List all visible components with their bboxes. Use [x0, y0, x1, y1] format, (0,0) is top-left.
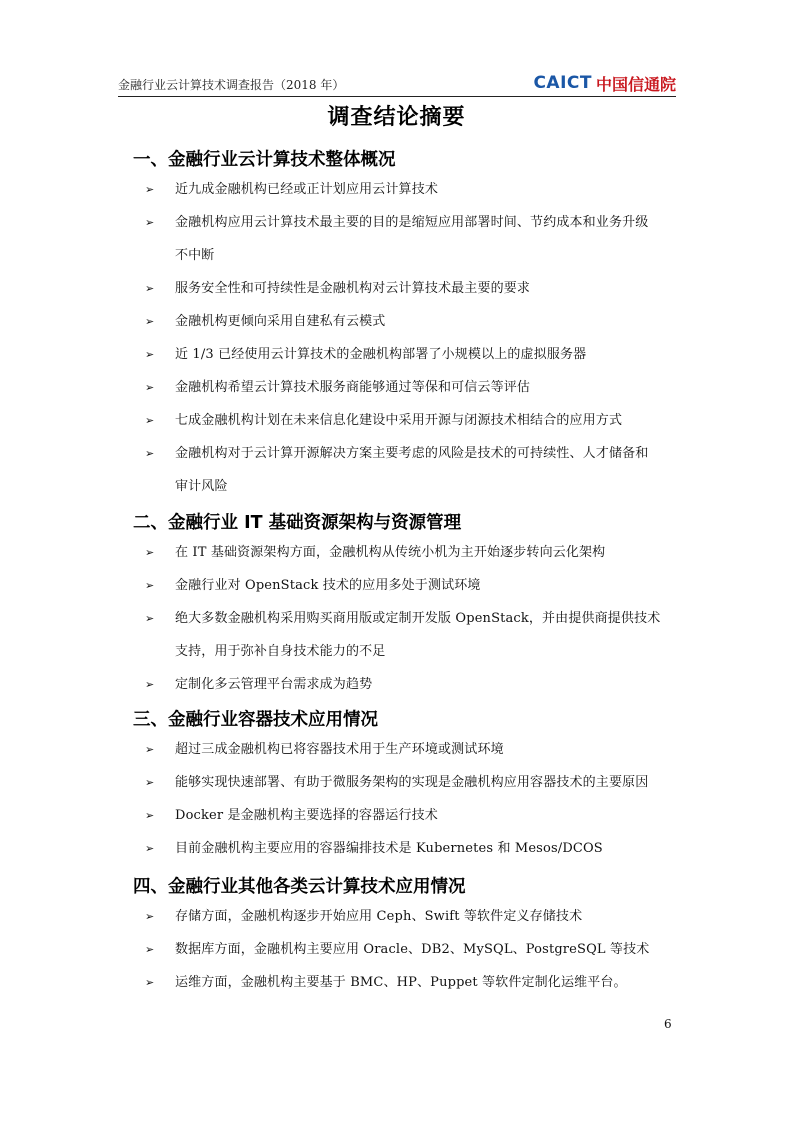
bullet-arrow-icon: ➢ [145, 910, 155, 923]
bullet-text: 金融机构应用云计算技术最主要的目的是缩短应用部署时间、节约成本和业务升级 [175, 215, 649, 230]
bullet-text: 存储方面，金融机构逐步开始应用 Ceph、Swift 等软件定义存储技术 [175, 909, 583, 924]
bullet-text: 近九成金融机构已经或正计划应用云计算技术 [175, 182, 439, 197]
bullet-item [145, 305, 685, 338]
bullet-item [145, 733, 685, 766]
bullet-arrow-icon: ➢ [145, 612, 155, 625]
bullet-text: 能够实现快速部署、有助于微服务架构的实现是金融机构应用容器技术的主要原因 [175, 775, 649, 790]
page-number: 6 [664, 1017, 672, 1031]
bullet-item [145, 536, 685, 569]
bullet-text: 数据库方面，金融机构主要应用 Oracle、DB2、MySQL、PostgreSQL 等技术 [175, 942, 650, 957]
bullet-arrow-icon: ➢ [145, 943, 155, 956]
bullet-text: 金融行业对 OpenStack 技术的应用多处于测试环境 [175, 578, 481, 593]
logo-caict-text: CAICT [533, 73, 592, 93]
bullet-item [145, 371, 685, 404]
bullet-text: Docker 是金融机构主要选择的容器运行技术 [175, 808, 438, 823]
bullet-item [145, 900, 685, 933]
bullet-item [145, 173, 685, 206]
bullet-text: 金融机构希望云计算技术服务商能够通过等保和可信云等评估 [175, 380, 531, 395]
bullet-item [145, 338, 685, 371]
bullet-arrow-icon: ➢ [145, 743, 155, 756]
bullet-item [145, 404, 685, 437]
bullet-item [145, 206, 685, 272]
bullet-text: 目前金融机构主要应用的容器编排技术是 Kubernetes 和 Mesos/DCOS [175, 841, 603, 856]
bullet-arrow-icon: ➢ [145, 414, 155, 427]
bullet-arrow-icon: ➢ [145, 282, 155, 295]
bullet-text: 近 1/3 已经使用云计算技术的金融机构部署了小规模以上的虚拟服务器 [175, 347, 587, 362]
bullet-text: 金融机构更倾向采用自建私有云模式 [175, 314, 386, 329]
bullet-arrow-icon: ➢ [145, 776, 155, 789]
bullet-arrow-icon: ➢ [145, 976, 155, 989]
bullet-arrow-icon: ➢ [145, 348, 155, 361]
bullet-text: 金融机构对于云计算开源解决方案主要考虑的风险是技术的可持续性、人才储备和 [175, 446, 649, 461]
bullet-arrow-icon: ➢ [145, 315, 155, 328]
bullet-arrow-icon: ➢ [145, 678, 155, 691]
bullet-arrow-icon: ➢ [145, 809, 155, 822]
bullet-arrow-icon: ➢ [145, 842, 155, 855]
bullet-item [145, 799, 685, 832]
logo-cn-text: 中国信通院 [595, 74, 676, 94]
section-heading: 二、金融行业 IT 基础资源架构与资源管理 [133, 513, 462, 533]
caict-logo [533, 72, 676, 94]
section-heading: 四、金融行业其他各类云计算技术应用情况 [133, 877, 466, 897]
bullet-item [145, 668, 685, 701]
bullet-text: 不中断 [175, 248, 215, 263]
bullet-item [145, 832, 685, 865]
bullet-arrow-icon: ➢ [145, 216, 155, 229]
bullet-item [145, 766, 685, 799]
bullet-text: 七成金融机构计划在未来信息化建设中采用开源与闭源技术相结合的应用方式 [175, 413, 623, 428]
page-title: 调查结论摘要 [327, 105, 466, 130]
bullet-text: 在 IT 基础资源架构方面，金融机构从传统小机为主开始逐步转向云化架构 [175, 545, 606, 560]
bullet-text: 服务安全性和可持续性是金融机构对云计算技术最主要的要求 [175, 281, 531, 296]
bullet-arrow-icon: ➢ [145, 447, 155, 460]
bullet-arrow-icon: ➢ [145, 579, 155, 592]
bullet-text: 绝大多数金融机构采用购买商用版或定制开发版 OpenStack，并由提供商提供技术 [175, 611, 661, 626]
bullet-item [145, 933, 685, 966]
bullet-arrow-icon: ➢ [145, 183, 155, 196]
bullet-item [145, 272, 685, 305]
bullet-arrow-icon: ➢ [145, 381, 155, 394]
bullet-text: 定制化多云管理平台需求成为趋势 [175, 677, 373, 692]
bullet-arrow-icon: ➢ [145, 546, 155, 559]
bullet-item [145, 966, 685, 999]
bullet-item [145, 437, 685, 503]
bullet-text: 超过三成金融机构已将容器技术用于生产环境或测试环境 [175, 742, 504, 757]
page-header [118, 70, 676, 97]
section-heading: 三、金融行业容器技术应用情况 [133, 710, 378, 730]
bullet-item [145, 602, 685, 668]
bullet-text: 审计风险 [175, 479, 228, 494]
bullet-text: 支持，用于弥补自身技术能力的不足 [175, 644, 386, 659]
bullet-text: 运维方面，金融机构主要基于 BMC、HP、Puppet 等软件定制化运维平台。 [175, 975, 627, 990]
bullet-item [145, 569, 685, 602]
report-title: 金融行业云计算技术调查报告（2018 年） [118, 78, 345, 92]
section-heading: 一、金融行业云计算技术整体概况 [133, 150, 396, 170]
